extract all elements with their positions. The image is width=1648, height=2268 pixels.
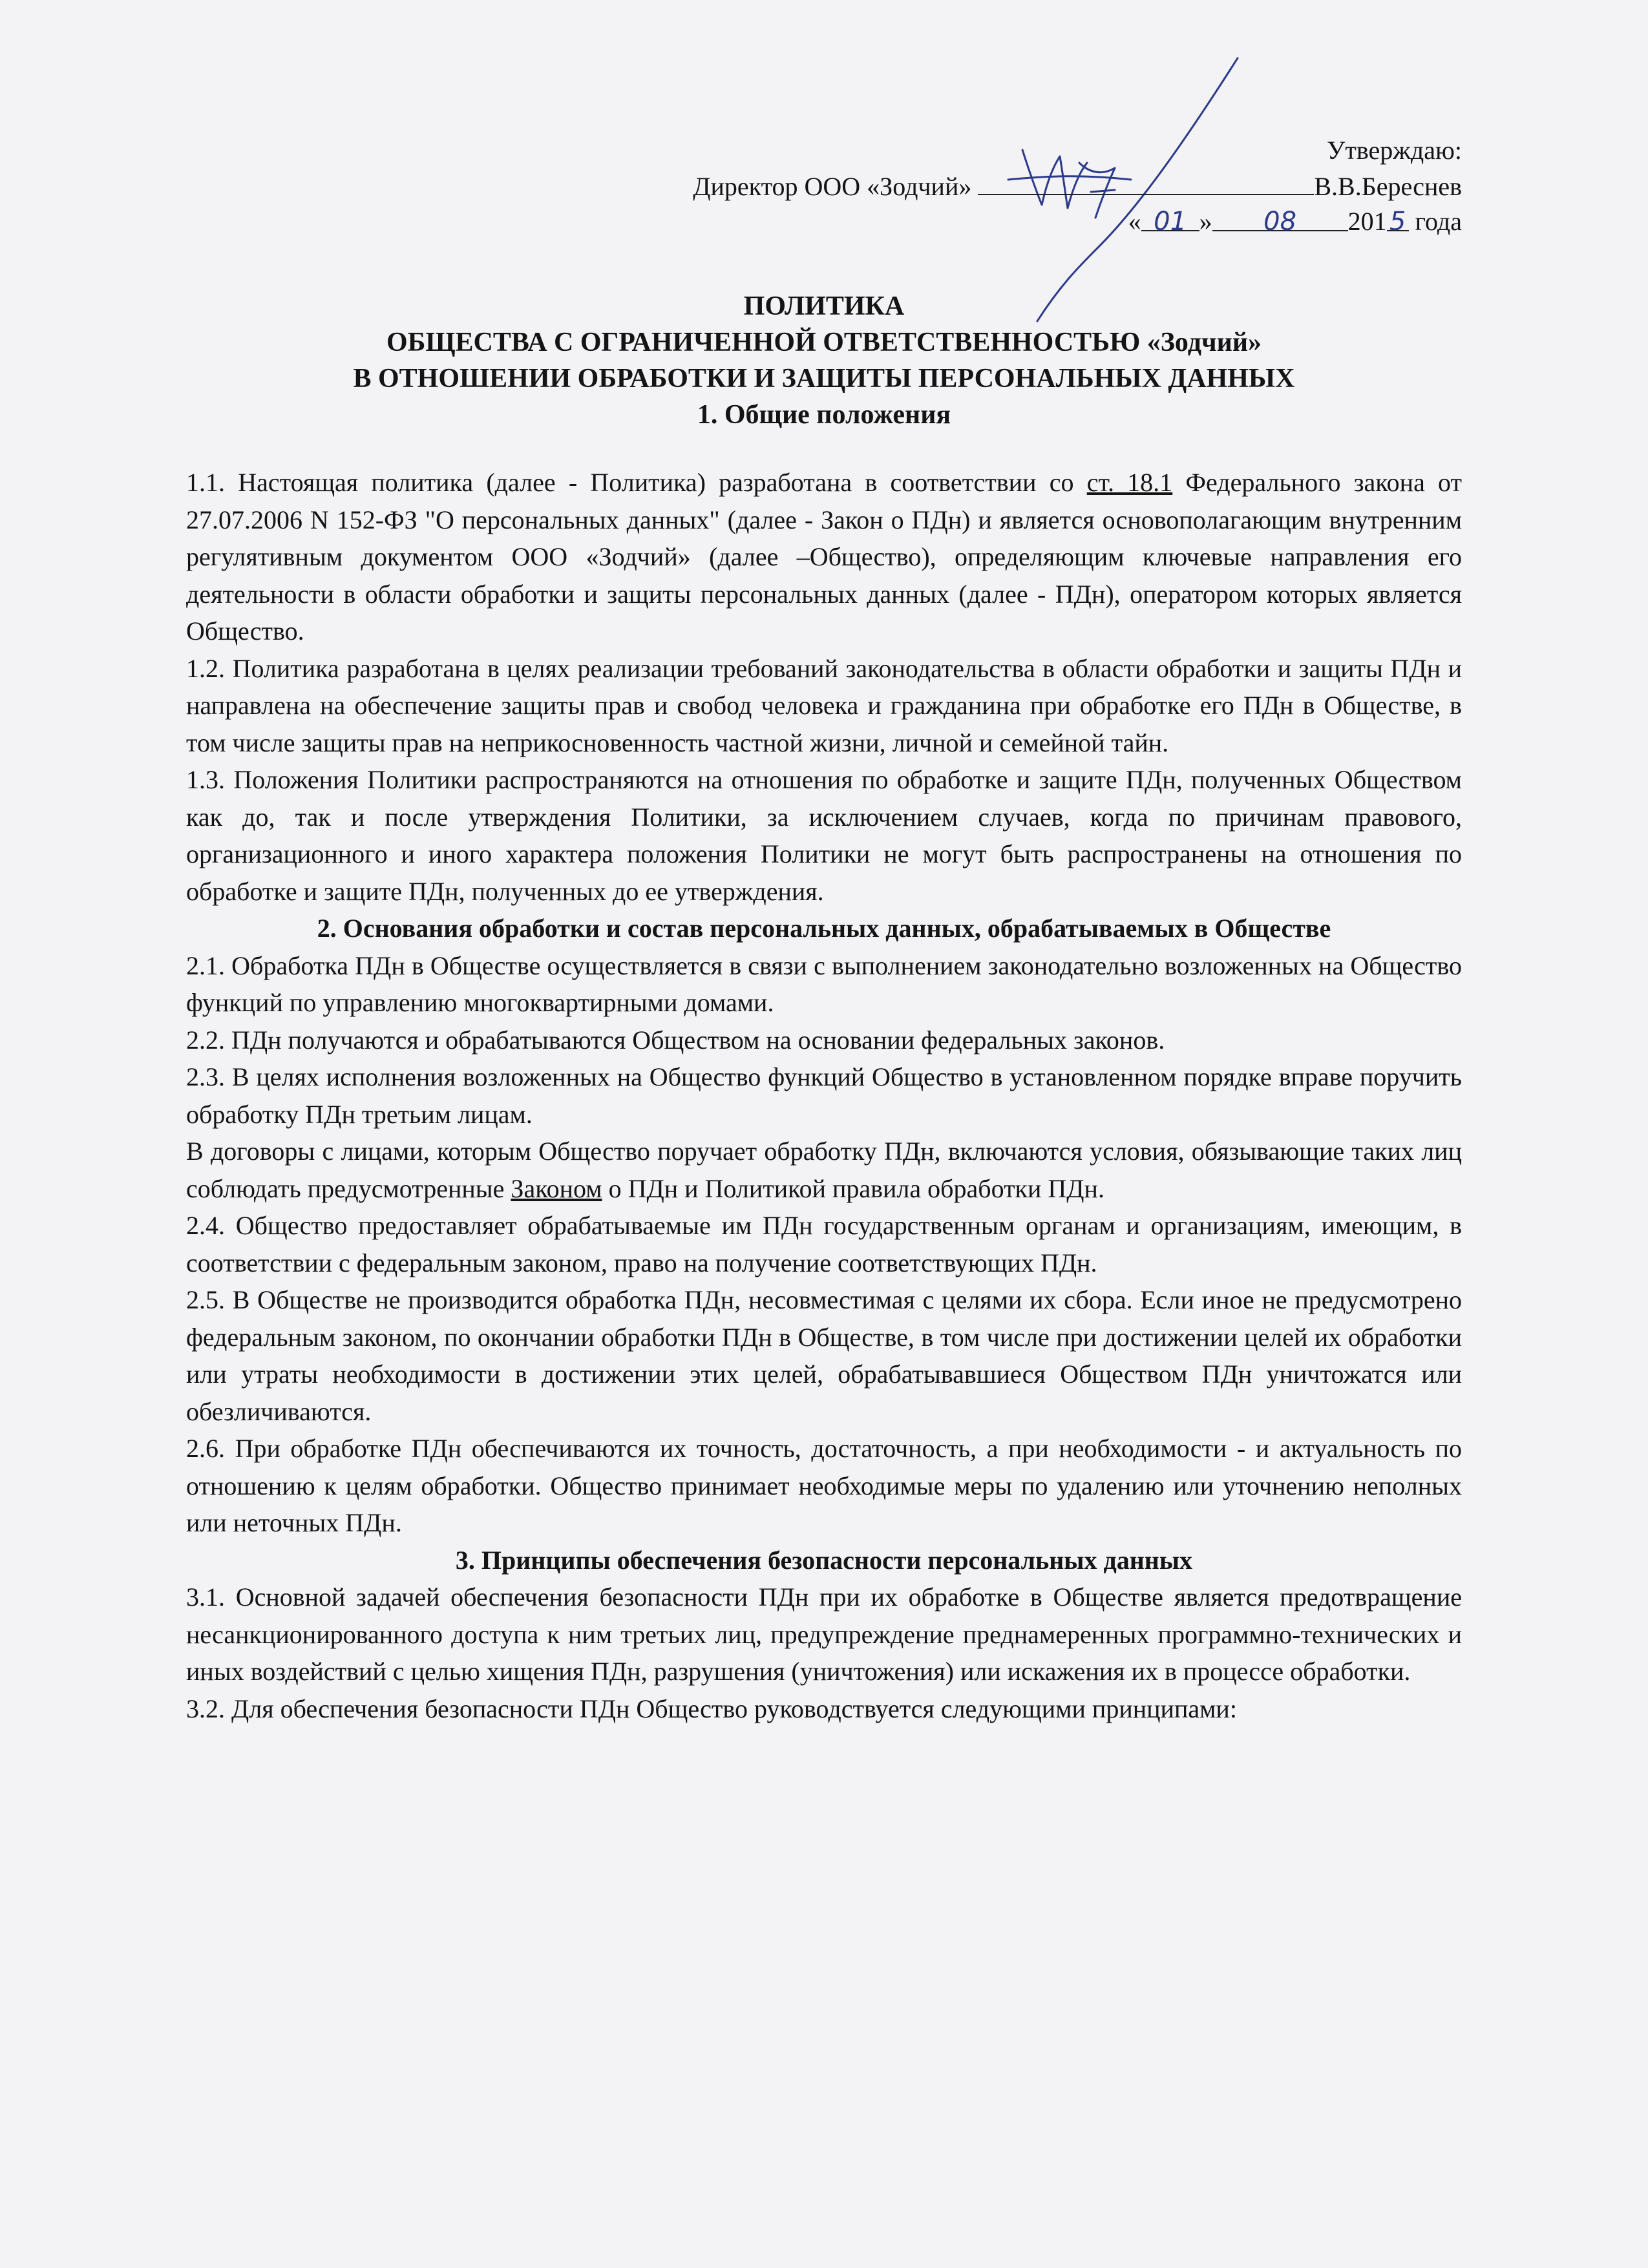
paragraph-3-2: 3.2. Для обеспечения безопасности ПДн Общество руководствуется следующими принципами: <box>186 1694 1237 1723</box>
paragraph-1-3: 1.3. Положения Политики распространяются на отношения по обработке и защите ПДн, полученных Обществом как до, так и после утверждения Политики, за исключением случаев, когда по причинам правового, организационного и иного характера положения Политики не могут быть распространены на отношения по обработке и защите ПДн, полученных до ее утверждения. <box>186 765 1462 906</box>
law-article-link[interactable]: ст. 18.1 <box>1086 468 1173 497</box>
section-2-heading: 2. Основания обработки и состав персональных данных, обрабатываемых в Обществе <box>317 914 1331 943</box>
signature-blank <box>978 168 1314 195</box>
paragraph-2-3-contracts-text-a: В договоры с лицами, которым Общество поручает обработку ПДн, включаются условия, обязывающие таких лиц соблюдать предусмотренные <box>186 1137 1462 1203</box>
paragraph-2-5: 2.5. В Обществе не производится обработка ПДн, несовместимая с целями их сбора. Если иное не предусмотрено федеральным законом, по окончании обработки ПДн в Обществе, в том числе при достижении целей их обработки или утраты необходимости в достижении этих целей, обрабатывавшиеся Обществом ПДн уничтожатся или обезличиваются. <box>186 1285 1462 1426</box>
paragraph-2-3-contracts <box>186 1133 1462 1207</box>
date-year-digit: 5 <box>1387 204 1409 231</box>
title-line-3: В ОТНОШЕНИИ ОБРАБОТКИ И ЗАЩИТЫ ПЕРСОНАЛЬНЫХ ДАННЫХ <box>353 364 1295 394</box>
document-body <box>186 464 1462 1727</box>
date-year-prefix: 201 <box>1347 207 1387 236</box>
paragraph-1-1 <box>186 464 1462 650</box>
title-line-2: ОБЩЕСТВА С ОГРАНИЧЕННОЙ ОТВЕТСТВЕННОСТЬЮ «Зодчий» <box>386 328 1262 357</box>
paragraph-1-1-text-a: 1.1. Настоящая политика (далее - Политика) разработана в соответствии со <box>186 468 1087 497</box>
director-name: В.В.Береснев <box>1314 172 1462 201</box>
paragraph-1-1-text-b: Федерального закона от 27.07.2006 N 152-ФЗ "О персональных данных" (далее - Закон о ПДн) и является основополагающим внутренним регулятивным документом ООО «Зодчий» (далее –Общество), определяющим ключевые направления его деятельности в области обработки и защиты персональных данных (далее - ПДн), оператором которых является Общество. <box>186 468 1463 646</box>
paragraph-3-1: 3.1. Основной задачей обеспечения безопасности ПДн при их обработке в Обществе является предотвращение несанкционированного доступа к ним третьих лиц, предупреждение преднамеренных программно-технических и иных воздействий с целью хищения ПДн, разрушения (уничтожения) или искажения их в процессе обработки. <box>186 1582 1462 1686</box>
date-day: 01 <box>1141 204 1199 231</box>
director-line <box>363 168 1462 204</box>
approval-block <box>363 133 1462 239</box>
section-3-heading: 3. Принципы обеспечения безопасности персональных данных <box>455 1545 1193 1575</box>
paragraph-2-2: 2.2. ПДн получаются и обрабатываются Обществом на основании федеральных законов. <box>186 1025 1165 1055</box>
document-title <box>186 288 1462 433</box>
title-line-1: ПОЛИТИКА <box>743 291 905 321</box>
paragraph-2-1: 2.1. Обработка ПДн в Обществе осуществляется в связи с выполнением законодательно возложенных на Общество функций по управлению многоквартирными домами. <box>186 950 1462 1017</box>
date-month: 08 <box>1212 204 1348 231</box>
paragraph-1-2: 1.2. Политика разработана в целях реализации требований законодательства в области обработки и защиты ПДн и направлена на обеспечение защиты прав и свобод человека и гражданина при обработке его ПДн в Обществе, в том числе защиты прав на неприкосновенность частной жизни, личной и семейной тайн. <box>186 653 1462 757</box>
section-1-heading: 1. Общие положения <box>697 400 951 430</box>
paragraph-2-3-contracts-text-b: о ПДн и Политикой правила обработки ПДн. <box>602 1173 1104 1203</box>
paragraph-2-3: 2.3. В целях исполнения возложенных на Общество функций Общество в установленном порядке вправе поручить обработку ПДн третьим лицам. <box>186 1062 1462 1129</box>
paragraph-2-4: 2.4. Общество предоставляет обрабатываемые им ПДн государственным органам и организациям, имеющим, в соответствии с федеральным законом, право на получение соответствующих ПДн. <box>186 1211 1462 1277</box>
date-line <box>363 204 1462 239</box>
paragraph-2-6: 2.6. При обработке ПДн обеспечиваются их точность, достаточность, а при необходимости - и актуальность по отношению к целям обработки. Общество принимает необходимые меры по удалению или уточнению неполных или неточных ПДн. <box>186 1434 1462 1537</box>
law-link[interactable]: Законом <box>511 1173 602 1203</box>
date-open-quote: « <box>1128 207 1141 236</box>
date-close-quote: » <box>1199 207 1212 236</box>
approve-label: Утверждаю: <box>1327 136 1462 165</box>
director-label: Директор ООО «Зодчий» <box>693 172 972 201</box>
date-year-suffix: года <box>1415 207 1462 236</box>
